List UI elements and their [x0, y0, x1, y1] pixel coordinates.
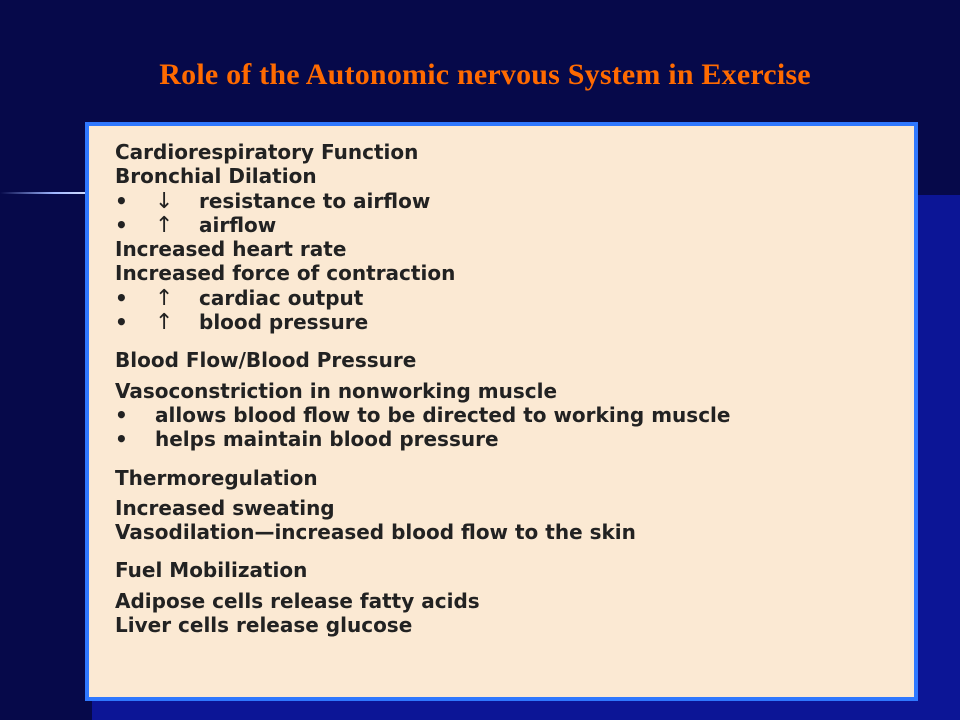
up-arrow-icon: ↑ [155, 285, 174, 311]
bullet-maintain-pressure [115, 427, 730, 451]
section-gap [115, 452, 730, 466]
bullet-icon: • [115, 188, 128, 213]
bullet-blood-pressure [115, 310, 730, 334]
line-sweating: Increased sweating [115, 495, 335, 520]
subheading-bronchial: Bronchial Dilation [115, 164, 317, 189]
bullet-text: helps maintain blood pressure [155, 427, 499, 452]
bullet-airflow [115, 213, 730, 237]
line-force-contraction: Increased force of contraction [115, 261, 456, 286]
bullet-text: blood pressure [199, 310, 369, 335]
content-panel [85, 122, 918, 701]
bullet-resistance [115, 189, 730, 213]
bullet-icon: • [115, 212, 128, 237]
accent-line [0, 192, 90, 194]
line-adipose: Adipose cells release fatty acids [115, 588, 480, 613]
bullet-text: allows blood flow to be directed to working muscle [155, 402, 731, 427]
section-heading-blood-flow: Blood Flow/Blood Pressure [115, 348, 417, 373]
line-vasoconstriction: Vasoconstriction in nonworking muscle [115, 378, 558, 403]
bullet-text: resistance to airflow [199, 188, 431, 213]
bullet-icon: • [115, 285, 128, 310]
slide-title: Role of the Autonomic nervous System in Exercise [159, 58, 811, 91]
content-list [115, 140, 730, 637]
bullet-directed-flow [115, 403, 730, 427]
down-arrow-icon: ↓ [155, 188, 174, 214]
up-arrow-icon: ↑ [155, 310, 174, 336]
section-heading-thermo: Thermoregulation [115, 465, 318, 490]
section-heading-fuel: Fuel Mobilization [115, 558, 308, 583]
up-arrow-icon: ↑ [155, 212, 174, 238]
bullet-icon: • [115, 310, 128, 335]
bullet-icon: • [115, 402, 128, 427]
section-gap [115, 544, 730, 558]
line-liver: Liver cells release glucose [115, 613, 413, 638]
section-heading-cardio: Cardiorespiratory Function [115, 140, 419, 164]
section-gap [115, 334, 730, 348]
background-left-band [0, 0, 92, 720]
bullet-cardiac-output [115, 286, 730, 310]
bullet-text: cardiac output [199, 285, 364, 310]
line-vasodilation: Vasodilation—increased blood flow to the skin [115, 520, 636, 545]
bullet-icon: • [115, 427, 128, 452]
line-heart-rate: Increased heart rate [115, 237, 347, 262]
bullet-text: airflow [199, 212, 277, 237]
